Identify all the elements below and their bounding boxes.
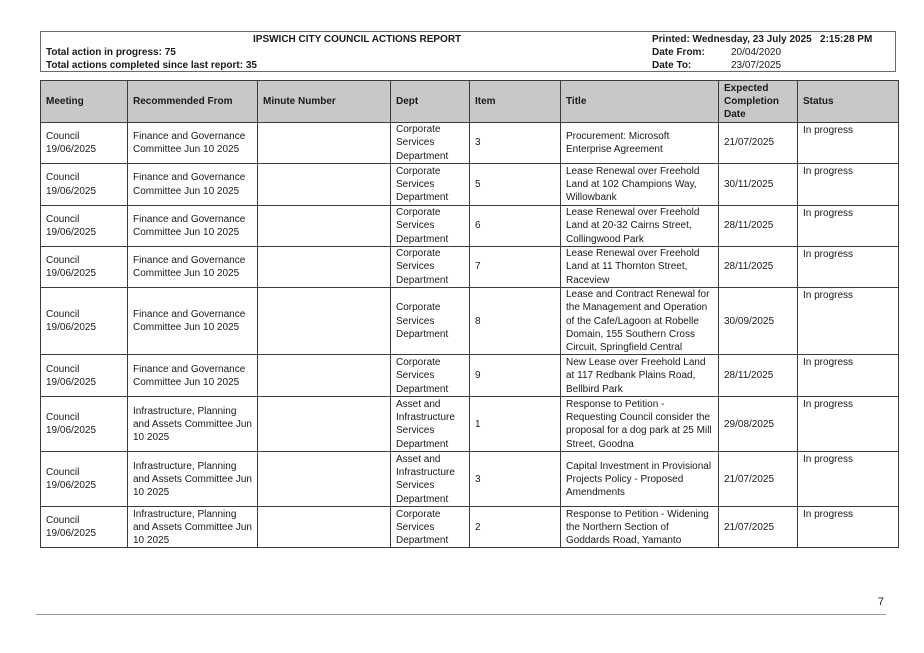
cell-recommended-from: Finance and Governance Committee Jun 10 2025 bbox=[128, 355, 258, 397]
cell-minute-number bbox=[258, 288, 391, 355]
cell-expected-completion-date: 21/07/2025 bbox=[719, 123, 798, 164]
report-title: IPSWICH CITY COUNCIL ACTIONS REPORT bbox=[253, 34, 462, 45]
cell-recommended-from: Finance and Governance Committee Jun 10 2025 bbox=[128, 206, 258, 247]
header-recommended-from: Recommended From bbox=[128, 81, 258, 123]
cell-status: In progress bbox=[798, 452, 899, 507]
cell-status: In progress bbox=[798, 123, 899, 164]
cell-recommended-from: Finance and Governance Committee Jun 10 2025 bbox=[128, 164, 258, 206]
cell-item: 3 bbox=[470, 452, 561, 507]
cell-expected-completion-date: 30/09/2025 bbox=[719, 288, 798, 355]
date-from-label: Date From: bbox=[652, 47, 705, 58]
cell-status: In progress bbox=[798, 355, 899, 397]
cell-meeting: Council 19/06/2025 bbox=[41, 206, 128, 247]
cell-meeting: Council 19/06/2025 bbox=[41, 355, 128, 397]
cell-status: In progress bbox=[798, 247, 899, 288]
cell-expected-completion-date: 21/07/2025 bbox=[719, 452, 798, 507]
cell-item: 3 bbox=[470, 123, 561, 164]
page-number: 7 bbox=[877, 596, 884, 608]
cell-recommended-from: Finance and Governance Committee Jun 10 2025 bbox=[128, 247, 258, 288]
date-to-label: Date To: bbox=[652, 60, 692, 71]
cell-dept: Corporate Services Department bbox=[391, 507, 470, 548]
cell-minute-number bbox=[258, 507, 391, 548]
header-status: Status bbox=[798, 81, 899, 123]
date-from-value: 20/04/2020 bbox=[731, 47, 782, 58]
cell-title: New Lease over Freehold Land at 117 Redbank Plains Road, Bellbird Park bbox=[561, 355, 719, 397]
total-completed: Total actions completed since last report: 35 bbox=[46, 60, 257, 71]
cell-expected-completion-date: 28/11/2025 bbox=[719, 355, 798, 397]
header-item: Item bbox=[470, 81, 561, 123]
cell-recommended-from: Infrastructure, Planning and Assets Committee Jun 10 2025 bbox=[128, 452, 258, 507]
cell-meeting: Council 19/06/2025 bbox=[41, 452, 128, 507]
table-row bbox=[41, 507, 899, 548]
printed-timestamp: Printed: Wednesday, 23 July 2025 2:15:28 PM bbox=[652, 34, 873, 45]
cell-status: In progress bbox=[798, 288, 899, 355]
cell-dept: Asset and Infrastructure Services Department bbox=[391, 452, 470, 507]
cell-status: In progress bbox=[798, 164, 899, 206]
table-row bbox=[41, 247, 899, 288]
cell-status: In progress bbox=[798, 507, 899, 548]
cell-title: Lease Renewal over Freehold Land at 11 Thornton Street, Raceview bbox=[561, 247, 719, 288]
cell-item: 7 bbox=[470, 247, 561, 288]
cell-meeting: Council 19/06/2025 bbox=[41, 397, 128, 452]
cell-dept: Corporate Services Department bbox=[391, 164, 470, 206]
table-row bbox=[41, 397, 899, 452]
cell-item: 1 bbox=[470, 397, 561, 452]
table-row bbox=[41, 164, 899, 206]
cell-item: 2 bbox=[470, 507, 561, 548]
cell-title: Lease and Contract Renewal for the Management and Operation of the Cafe/Lagoon at Robelle Domain, 155 Southern Cross Circuit, Springfield Central bbox=[561, 288, 719, 355]
cell-recommended-from: Infrastructure, Planning and Assets Committee Jun 10 2025 bbox=[128, 397, 258, 452]
cell-minute-number bbox=[258, 123, 391, 164]
header-title: Title bbox=[561, 81, 719, 123]
cell-expected-completion-date: 30/11/2025 bbox=[719, 164, 798, 206]
table-header-row bbox=[41, 81, 899, 123]
table-body bbox=[41, 123, 899, 548]
cell-expected-completion-date: 28/11/2025 bbox=[719, 247, 798, 288]
cell-minute-number bbox=[258, 452, 391, 507]
table-row bbox=[41, 452, 899, 507]
cell-minute-number bbox=[258, 397, 391, 452]
report-meta bbox=[652, 33, 892, 72]
table-row bbox=[41, 355, 899, 397]
cell-title: Capital Investment in Provisional Projects Policy - Proposed Amendments bbox=[561, 452, 719, 507]
cell-dept: Corporate Services Department bbox=[391, 206, 470, 247]
cell-meeting: Council 19/06/2025 bbox=[41, 123, 128, 164]
header-dept: Dept bbox=[391, 81, 470, 123]
cell-status: In progress bbox=[798, 206, 899, 247]
cell-title: Response to Petition - Widening the Northern Section of Goddards Road, Yamanto bbox=[561, 507, 719, 548]
total-in-progress: Total action in progress: 75 bbox=[46, 47, 176, 58]
cell-expected-completion-date: 21/07/2025 bbox=[719, 507, 798, 548]
cell-recommended-from: Finance and Governance Committee Jun 10 2025 bbox=[128, 288, 258, 355]
cell-expected-completion-date: 29/08/2025 bbox=[719, 397, 798, 452]
cell-status: In progress bbox=[798, 397, 899, 452]
cell-title: Lease Renewal over Freehold Land at 102 Champions Way, Willowbank bbox=[561, 164, 719, 206]
cell-recommended-from: Infrastructure, Planning and Assets Committee Jun 10 2025 bbox=[128, 507, 258, 548]
cell-minute-number bbox=[258, 164, 391, 206]
table-row bbox=[41, 123, 899, 164]
cell-dept: Asset and Infrastructure Services Department bbox=[391, 397, 470, 452]
footer-divider bbox=[36, 614, 886, 615]
cell-minute-number bbox=[258, 206, 391, 247]
cell-recommended-from: Finance and Governance Committee Jun 10 2025 bbox=[128, 123, 258, 164]
cell-dept: Corporate Services Department bbox=[391, 355, 470, 397]
cell-item: 6 bbox=[470, 206, 561, 247]
cell-meeting: Council 19/06/2025 bbox=[41, 164, 128, 206]
cell-expected-completion-date: 28/11/2025 bbox=[719, 206, 798, 247]
actions-table bbox=[40, 80, 899, 548]
cell-item: 9 bbox=[470, 355, 561, 397]
cell-title: Lease Renewal over Freehold Land at 20-32 Cairns Street, Collingwood Park bbox=[561, 206, 719, 247]
table-row bbox=[41, 288, 899, 355]
date-to-value: 23/07/2025 bbox=[731, 60, 782, 71]
cell-item: 8 bbox=[470, 288, 561, 355]
cell-minute-number bbox=[258, 355, 391, 397]
cell-minute-number bbox=[258, 247, 391, 288]
cell-dept: Corporate Services Department bbox=[391, 123, 470, 164]
cell-meeting: Council 19/06/2025 bbox=[41, 288, 128, 355]
header-meeting: Meeting bbox=[41, 81, 128, 123]
cell-meeting: Council 19/06/2025 bbox=[41, 247, 128, 288]
table-row bbox=[41, 206, 899, 247]
cell-title: Procurement: Microsoft Enterprise Agreement bbox=[561, 123, 719, 164]
header-expected-completion-date: Expected Completion Date bbox=[719, 81, 798, 123]
cell-dept: Corporate Services Department bbox=[391, 288, 470, 355]
cell-title: Response to Petition - Requesting Council consider the proposal for a dog park at 25 Mill Street, Goodna bbox=[561, 397, 719, 452]
header-minute-number: Minute Number bbox=[258, 81, 391, 123]
cell-dept: Corporate Services Department bbox=[391, 247, 470, 288]
report-header bbox=[40, 31, 896, 72]
cell-item: 5 bbox=[470, 164, 561, 206]
cell-meeting: Council 19/06/2025 bbox=[41, 507, 128, 548]
